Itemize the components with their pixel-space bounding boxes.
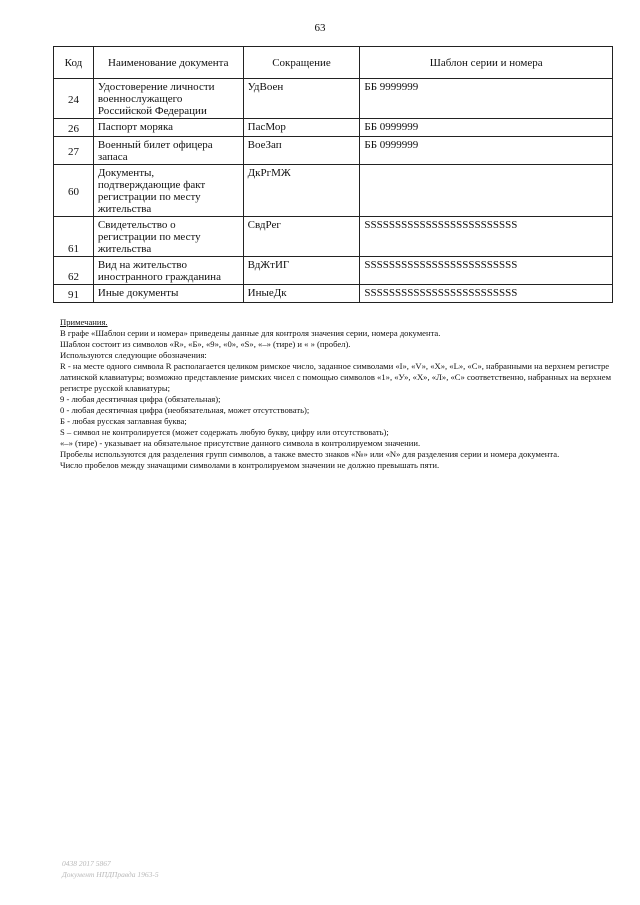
cell-abbreviation: СвдРег bbox=[243, 217, 360, 257]
note-line: Пробелы используются для разделения групп символов, а также вместо знаков «№» или «N» для разделения серии и номера документа. bbox=[60, 449, 560, 459]
note-line: «–» (тире) - указывает на обязательное присутствие данного символа в контролируемом значении. bbox=[60, 438, 421, 448]
cell-document-name bbox=[93, 137, 243, 165]
cell-document-name bbox=[93, 217, 243, 257]
document-name-line: запаса bbox=[97, 151, 128, 163]
document-codes-table bbox=[53, 46, 613, 303]
cell-code: 61 bbox=[54, 217, 94, 257]
cell-code: 91 bbox=[54, 285, 94, 303]
table-row bbox=[54, 79, 613, 119]
note-line: 9 - любая десятичная цифра (обязательная); bbox=[60, 394, 221, 404]
cell-document-name bbox=[93, 79, 243, 119]
table-row bbox=[54, 217, 613, 257]
document-name-line: Документы, bbox=[97, 167, 155, 179]
note-line: Используются следующие обозначения: bbox=[60, 350, 207, 360]
cell-template: ББ 0999999 bbox=[360, 137, 613, 165]
document-name-line: военнослужащего bbox=[97, 93, 183, 105]
table-row bbox=[54, 257, 613, 285]
note-line: 0 - любая десятичная цифра (необязательная, может отсутствовать); bbox=[60, 405, 310, 415]
cell-abbreviation: ВоеЗап bbox=[243, 137, 360, 165]
document-name-line: Удостоверение личности bbox=[97, 81, 215, 93]
note-line: Шаблон состоит из символов «R», «Б», «9», «0», «S», «–» (тире) и « » (пробел). bbox=[60, 339, 351, 349]
document-name-line: Российской Федерации bbox=[97, 105, 207, 117]
cell-code: 24 bbox=[54, 79, 94, 119]
note-line: S – символ не контролируется (может содержать любую букву, цифру или отсутствовать); bbox=[60, 427, 389, 437]
header-abbr: Сокращение bbox=[243, 47, 360, 79]
document-name-line: иностранного гражданина bbox=[97, 271, 221, 283]
document-name-line: Свидетельство о bbox=[97, 219, 176, 231]
cell-abbreviation: ВдЖтИГ bbox=[243, 257, 360, 285]
notes-lines bbox=[60, 328, 615, 471]
notes-section bbox=[60, 317, 615, 471]
document-name-line: Военный билет офицера bbox=[97, 139, 213, 151]
document-name-line: Паспорт моряка bbox=[97, 121, 174, 133]
document-name-line: Вид на жительство bbox=[97, 259, 188, 271]
document-name-line: регистрации по месту bbox=[97, 231, 201, 243]
cell-abbreviation: ДкРгМЖ bbox=[243, 165, 360, 217]
header-template: Шаблон серии и номера bbox=[360, 47, 613, 79]
cell-code: 60 bbox=[54, 165, 94, 217]
document-name-line: жительства bbox=[97, 243, 152, 255]
table-row bbox=[54, 165, 613, 217]
cell-document-name bbox=[93, 165, 243, 217]
note-line: В графе «Шаблон серии и номера» приведены данные для контроля значения серии, номера документа. bbox=[60, 328, 441, 338]
table-row bbox=[54, 137, 613, 165]
document-name-line: Иные документы bbox=[97, 287, 179, 299]
note-line: Б - любая русская заглавная буква; bbox=[60, 416, 187, 426]
page-number: 63 bbox=[314, 22, 326, 34]
cell-template: SSSSSSSSSSSSSSSSSSSSSSSSS bbox=[360, 285, 613, 303]
note-line: Число пробелов между значащими символами в контролируемом значении не должно превышать пяти. bbox=[60, 460, 440, 470]
cell-template: ББ 0999999 bbox=[360, 119, 613, 137]
cell-document-name bbox=[93, 119, 243, 137]
cell-template: SSSSSSSSSSSSSSSSSSSSSSSSS bbox=[360, 217, 613, 257]
document-name-line: подтверждающие факт bbox=[97, 179, 206, 191]
cell-document-name bbox=[93, 257, 243, 285]
cell-code: 26 bbox=[54, 119, 94, 137]
table-row bbox=[54, 285, 613, 303]
cell-abbreviation: ИныеДк bbox=[243, 285, 360, 303]
footer-line: 0438 2017 5867 bbox=[62, 859, 111, 868]
document-name-line: регистрации по месту bbox=[97, 191, 201, 203]
table-row bbox=[54, 119, 613, 137]
cell-abbreviation: ПасМор bbox=[243, 119, 360, 137]
cell-code: 27 bbox=[54, 137, 94, 165]
table-header-row bbox=[54, 47, 613, 79]
cell-template bbox=[360, 165, 613, 217]
cell-abbreviation: УдВоен bbox=[243, 79, 360, 119]
cell-document-name bbox=[93, 285, 243, 303]
document-name-line: жительства bbox=[97, 203, 152, 215]
cell-template: SSSSSSSSSSSSSSSSSSSSSSSSS bbox=[360, 257, 613, 285]
note-line: R - на месте одного символа R располагается целиком римское число, заданное символами «I», «V», «X», «L», «C», набранными на верхнем регистре латинской клавиатуры; возможно представление римских чисел с помощью символов «1», «У», «Х», «Л», «С» соответственно, набранных на верхнем регистре русской клавиатуры; bbox=[60, 361, 612, 393]
header-name: Наименование документа bbox=[93, 47, 243, 79]
header-code: Код bbox=[54, 47, 94, 79]
footer-line: Документ НПДПравда 1963-5 bbox=[62, 870, 159, 879]
table-body bbox=[54, 79, 613, 303]
notes-title: Примечания. bbox=[60, 317, 108, 327]
cell-template: ББ 9999999 bbox=[360, 79, 613, 119]
cell-code: 62 bbox=[54, 257, 94, 285]
footer-stamp bbox=[62, 858, 159, 880]
